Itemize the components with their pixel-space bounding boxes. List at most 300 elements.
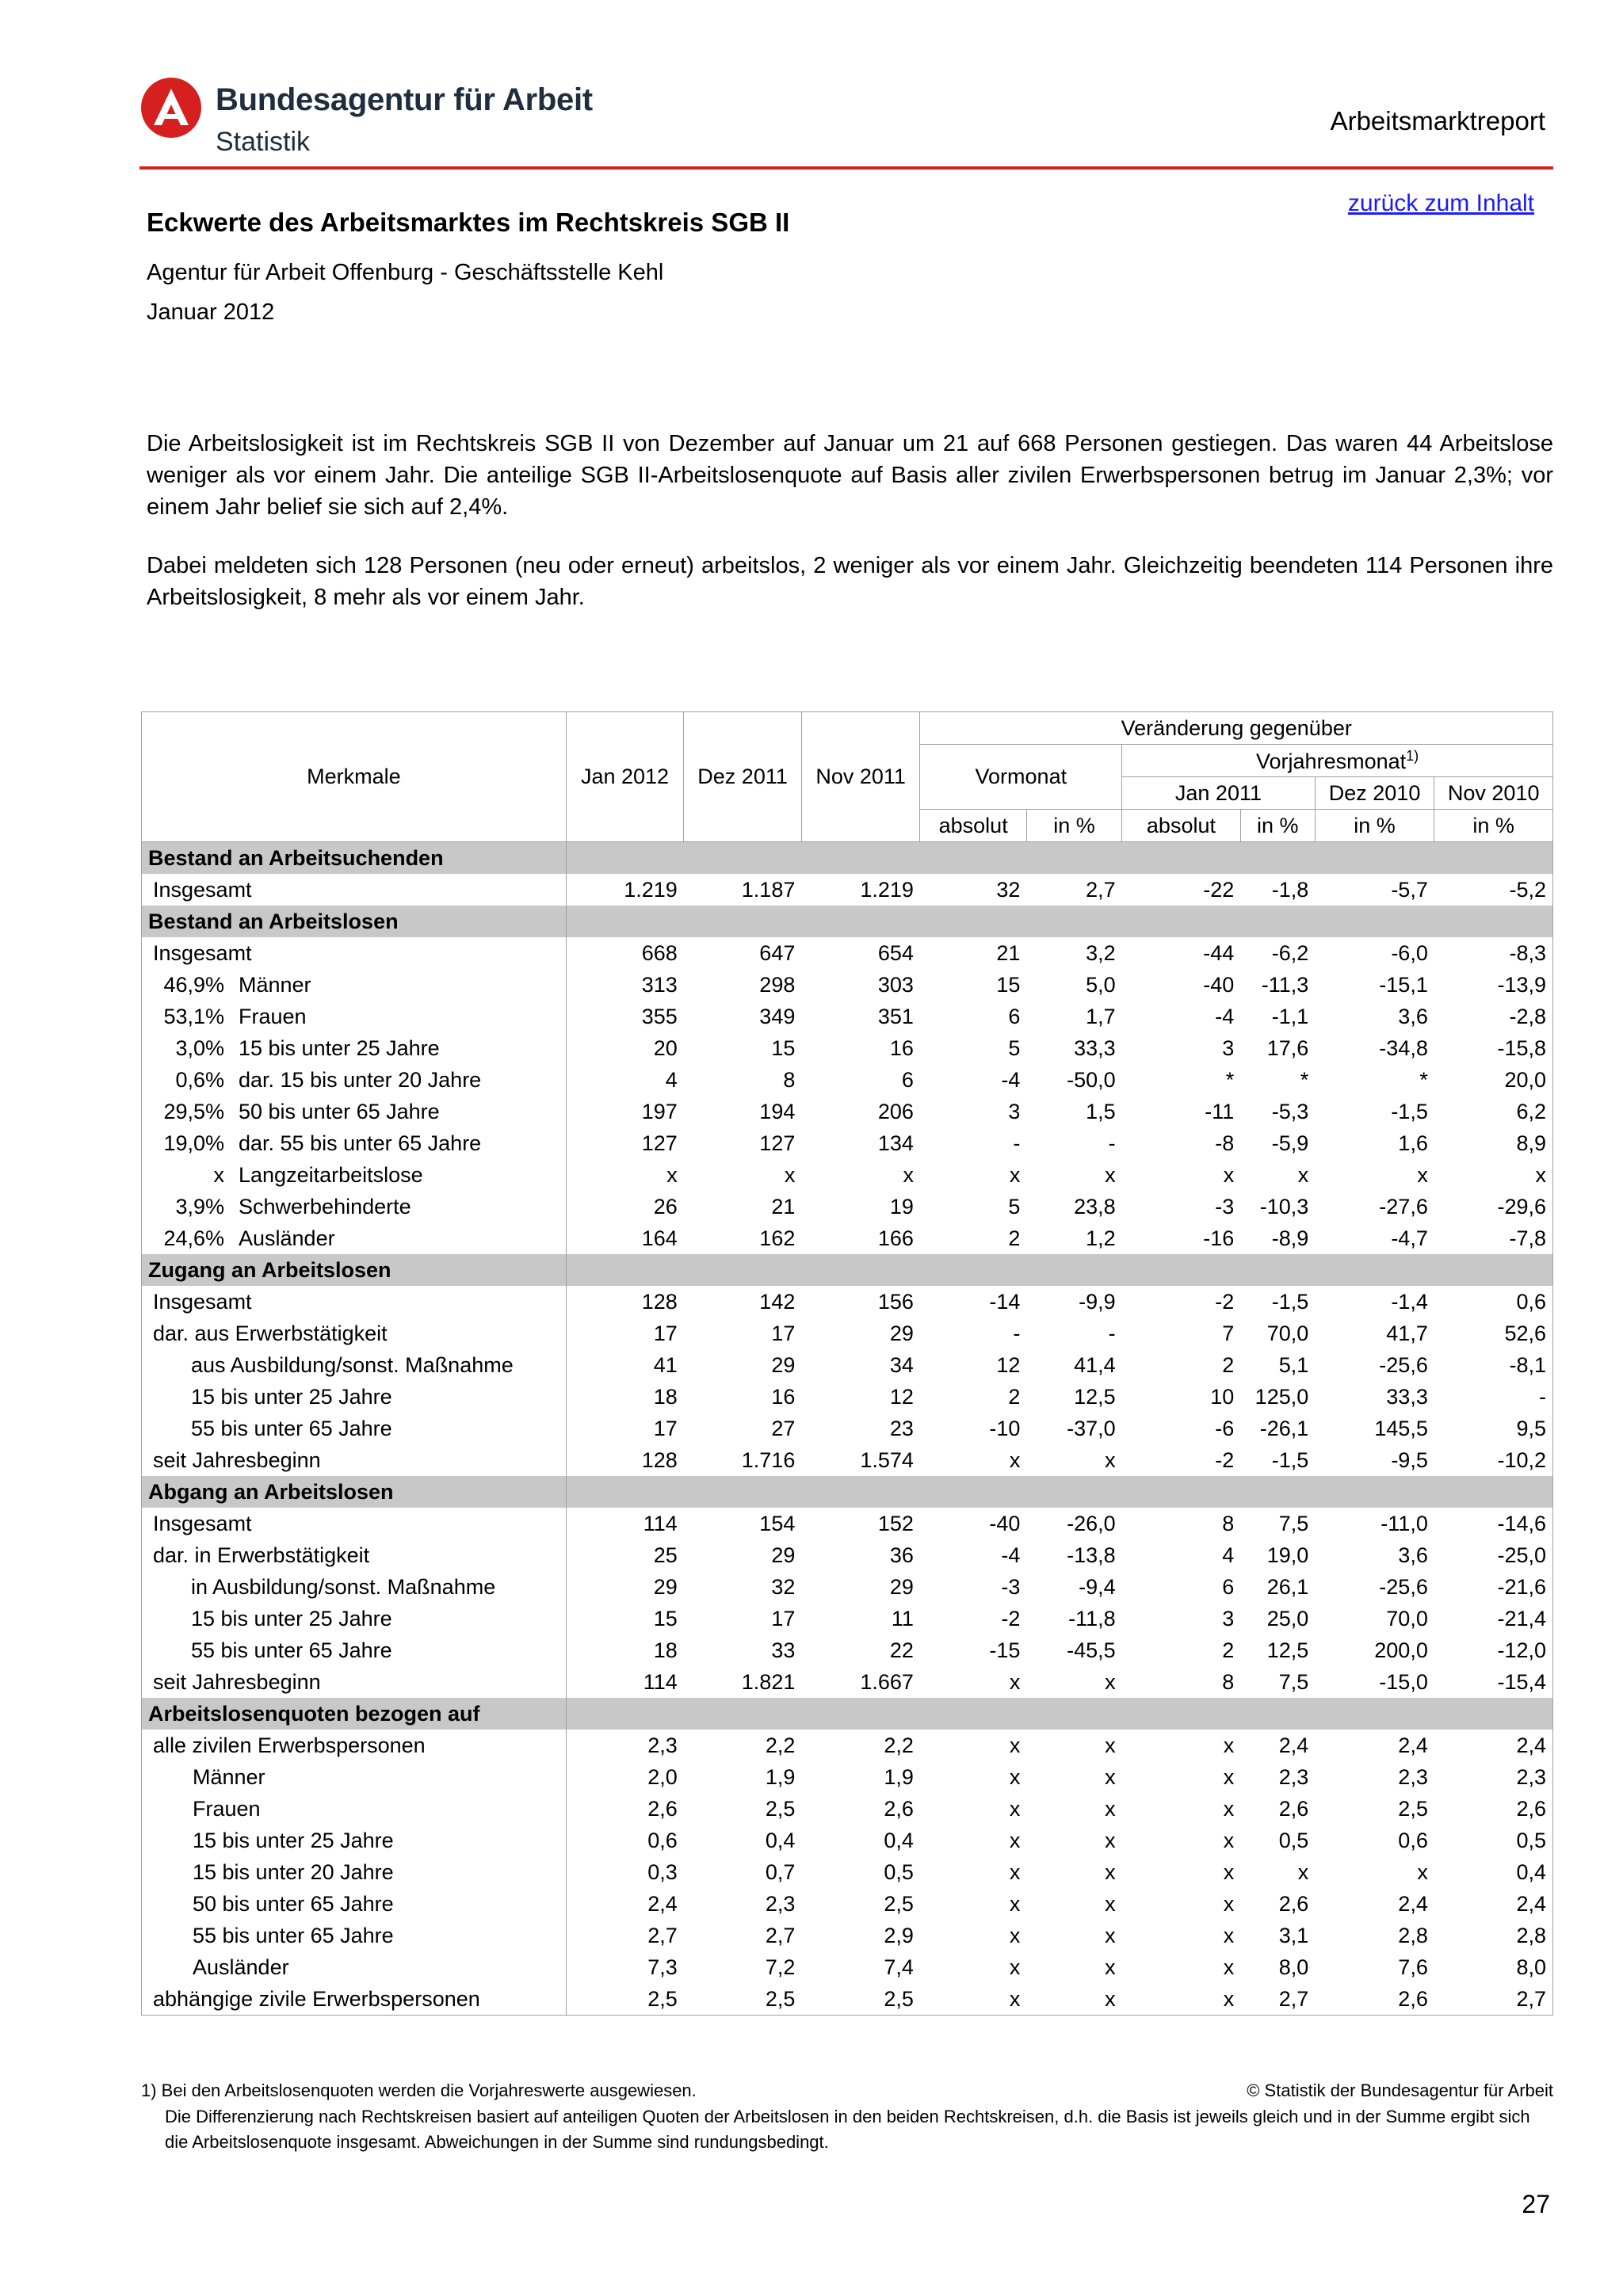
cell-value: 3,1 <box>1278 1923 1309 1947</box>
cell-value: 2,4 <box>1516 1733 1546 1757</box>
cell-value: 1,2 <box>1086 1226 1116 1250</box>
cell-value: 162 <box>759 1226 796 1250</box>
cell-value: 0,5 <box>1278 1828 1309 1852</box>
cell-value: 8 <box>1222 1669 1235 1694</box>
cell-value: 128 <box>641 1289 678 1314</box>
cell-value: 18 <box>653 1638 678 1662</box>
cell-value: 16 <box>771 1384 796 1409</box>
cell-value: 0,6 <box>1516 1289 1546 1314</box>
cell-value: 1.667 <box>860 1669 914 1694</box>
cell-value: 200,0 <box>1374 1638 1428 1662</box>
row-label: dar. aus Erwerbstätigkeit <box>142 1318 567 1349</box>
table-row <box>142 1793 1553 1825</box>
cell-value: 127 <box>641 1131 678 1155</box>
row-label-text: Frauen <box>239 1004 307 1028</box>
cell-value: x <box>1535 1162 1546 1187</box>
cell-value: x <box>784 1162 796 1187</box>
table-row <box>142 1318 1553 1349</box>
cell-value: 25 <box>653 1543 678 1567</box>
cell-value: 19,0 <box>1266 1543 1309 1567</box>
cell-value: x <box>1223 1859 1235 1884</box>
cell-value: x <box>1009 1764 1021 1789</box>
cell-value: x <box>1105 1733 1116 1757</box>
cell-value: 29 <box>889 1574 914 1599</box>
table-row <box>142 1951 1553 1983</box>
cell-value: x <box>1417 1162 1428 1187</box>
cell-value: 32 <box>771 1574 796 1599</box>
back-to-contents-link[interactable]: zurück zum Inhalt <box>1347 190 1534 216</box>
org-sub: Statistik <box>216 127 311 157</box>
header-in-pct: in % <box>1240 810 1315 842</box>
cell-value: - <box>1539 1384 1546 1409</box>
header-veraenderung: Veränderung gegenüber <box>920 712 1553 745</box>
footnote-marker: 1) <box>1406 747 1419 764</box>
cell-value: 7,4 <box>884 1955 914 1979</box>
header-nov2010: Nov 2010 <box>1434 777 1553 810</box>
row-label-text: dar. 15 bis unter 20 Jahre <box>239 1067 482 1092</box>
cell-value: -15,8 <box>1497 1035 1546 1060</box>
header-jan2012: Jan 2012 <box>566 712 684 842</box>
cell-value: 114 <box>643 1669 678 1694</box>
cell-value: 1,6 <box>1398 1131 1428 1155</box>
table-body <box>142 842 1553 2016</box>
cell-value: 4 <box>1222 1543 1235 1567</box>
cell-value: -7,8 <box>1509 1226 1546 1250</box>
cell-value: x <box>1009 1669 1021 1694</box>
cell-value: x <box>1105 1796 1116 1821</box>
cell-value: 8,0 <box>1516 1955 1546 1979</box>
cell-value: 8 <box>1222 1511 1235 1535</box>
row-label: 55 bis unter 65 Jahre <box>142 1634 567 1666</box>
cell-value: 154 <box>759 1511 796 1535</box>
row-label-text: Ausländer <box>239 1226 335 1250</box>
cell-value: -9,9 <box>1079 1289 1116 1314</box>
section-row <box>142 906 1553 937</box>
row-label <box>142 1001 567 1032</box>
cell-value: -50,0 <box>1067 1067 1116 1092</box>
cell-value: 2,3 <box>765 1891 796 1916</box>
cell-value: 2,2 <box>765 1733 796 1757</box>
row-label: Insgesamt <box>142 1508 567 1539</box>
cell-value: 10 <box>1210 1384 1235 1409</box>
cell-value: -6,0 <box>1391 940 1428 965</box>
summary-paragraph-2: Dabei meldeten sich 128 Personen (neu oder erneut) arbeitslos, 2 weniger als vor einem Jahr. Gleichzeitig beendeten 114 Personen ihre Arbeitslosigkeit, 8 mehr als vor einem Jahr. <box>147 553 1553 610</box>
cell-value: 17 <box>653 1321 678 1345</box>
cell-value: -12,0 <box>1497 1638 1546 1662</box>
row-label-text: Männer <box>239 972 311 997</box>
footnote-1: 1) Bei den Arbeitslosenquoten werden die Vorjahreswerte ausgewiesen. <box>141 2081 697 2100</box>
cell-value: -11,0 <box>1381 1511 1428 1535</box>
cell-value: x <box>1223 1891 1235 1916</box>
cell-value: -15 <box>989 1638 1021 1662</box>
cell-value: 0,6 <box>647 1828 678 1852</box>
cell-value: - <box>1013 1131 1021 1155</box>
cell-value: 22 <box>889 1638 914 1662</box>
cell-value: 19 <box>889 1194 914 1219</box>
cell-value: 70,0 <box>1386 1606 1428 1630</box>
cell-value: -8,1 <box>1509 1352 1546 1377</box>
cell-value: 21 <box>771 1194 796 1219</box>
table-row <box>142 1761 1553 1793</box>
cell-value: 3 <box>1008 1099 1021 1123</box>
cell-value: 2,3 <box>647 1733 678 1757</box>
table-row <box>142 1603 1553 1634</box>
header-rule <box>139 166 1553 170</box>
cell-value: -1,5 <box>1271 1289 1309 1314</box>
footnote-2: Die Differenzierung nach Rechtskreisen basiert auf anteiligen Quoten der Arbeitslosen in den beiden Rechtskreisen, d.h. die Basis ist jeweils gleich und in der Summe ergibt sich die Arbeitslosenquote insgesamt. Abweichungen in der Summe sind rundungsbedingt. <box>165 2107 1530 2152</box>
cell-value: 2 <box>1222 1638 1235 1662</box>
share-percent: 24,6% <box>163 1226 224 1250</box>
cell-value: -26,0 <box>1067 1511 1116 1535</box>
cell-value: x <box>1297 1859 1309 1884</box>
cell-value: 1.187 <box>741 877 796 902</box>
row-label <box>142 1222 567 1254</box>
cell-value: -16 <box>1203 1226 1235 1250</box>
cell-value: -6 <box>1215 1416 1235 1440</box>
cell-value: 29 <box>771 1352 796 1377</box>
cell-value: x <box>1297 1162 1309 1187</box>
cell-value: x <box>1105 1162 1116 1187</box>
cell-value: 1.716 <box>741 1447 796 1472</box>
cell-value: 3,6 <box>1398 1004 1428 1028</box>
row-label: 15 bis unter 20 Jahre <box>142 1856 567 1888</box>
cell-value: 15 <box>653 1606 678 1630</box>
row-label: Insgesamt <box>142 874 567 906</box>
cell-value: - <box>1013 1321 1021 1345</box>
cell-value: -11,3 <box>1261 972 1309 997</box>
cell-value: 16 <box>889 1035 914 1060</box>
table-row <box>142 1413 1553 1444</box>
table-row <box>142 1920 1553 1951</box>
header-vorjahresmonat <box>1122 745 1553 777</box>
cell-value: 26,1 <box>1266 1574 1309 1599</box>
cell-value: 8,0 <box>1278 1955 1309 1979</box>
cell-value: -2 <box>1001 1606 1021 1630</box>
cell-value: 5 <box>1008 1035 1021 1060</box>
table-row <box>142 1825 1553 1856</box>
cell-value: 355 <box>641 1004 678 1028</box>
cell-value: 3 <box>1222 1035 1235 1060</box>
cell-value: -3 <box>1215 1194 1235 1219</box>
cell-value: 6 <box>901 1067 914 1092</box>
cell-value: 23,8 <box>1074 1194 1116 1219</box>
cell-value: x <box>1105 1764 1116 1789</box>
section-fill <box>566 1254 1552 1286</box>
section-label: Zugang an Arbeitslosen <box>142 1254 567 1286</box>
row-label: alle zivilen Erwerbspersonen <box>142 1730 567 1761</box>
section-label: Bestand an Arbeitsuchenden <box>142 842 567 875</box>
cell-value: * <box>1225 1067 1235 1092</box>
row-label-text: 15 bis unter 25 Jahre <box>239 1035 440 1060</box>
cell-value: 7,2 <box>765 1955 796 1979</box>
cell-value: 654 <box>877 940 914 965</box>
cell-value: x <box>1122 1983 1241 2016</box>
row-label: seit Jahresbeginn <box>142 1444 567 1476</box>
cell-value: 0,4 <box>884 1828 914 1852</box>
cell-value: 36 <box>889 1543 914 1567</box>
cell-value: -11 <box>1205 1099 1235 1123</box>
row-label: 55 bis unter 65 Jahre <box>142 1413 567 1444</box>
cell-value: x <box>1009 1859 1021 1884</box>
share-percent: 19,0% <box>163 1131 224 1155</box>
row-label <box>142 1159 567 1191</box>
cell-value: 2 <box>1008 1384 1021 1409</box>
row-label-text: Langzeitarbeitslose <box>239 1162 423 1187</box>
cell-value: 26 <box>653 1194 678 1219</box>
table-row <box>142 1444 1553 1476</box>
cell-value: -2 <box>1215 1289 1235 1314</box>
cell-value: 25,0 <box>1266 1606 1309 1630</box>
header-in-pct: in % <box>1434 810 1553 842</box>
cell-value: 29 <box>771 1543 796 1567</box>
cell-value: -44 <box>1203 940 1235 965</box>
cell-value: 2,5 <box>801 1983 920 2016</box>
cell-value: x <box>1223 1162 1235 1187</box>
row-label: in Ausbildung/sonst. Maßnahme <box>142 1571 567 1603</box>
cell-value: 2,5 <box>566 1983 684 2016</box>
report-month: Januar 2012 <box>147 299 275 325</box>
table-row <box>142 1096 1553 1127</box>
cell-value: -37,0 <box>1067 1416 1116 1440</box>
cell-value: 0,5 <box>1516 1828 1546 1852</box>
cell-value: -10 <box>989 1416 1021 1440</box>
cell-value: x <box>1105 1891 1116 1916</box>
header-absolut: absolut <box>1122 810 1241 842</box>
cell-value: 2,4 <box>1398 1891 1428 1916</box>
cell-value: 166 <box>877 1226 914 1250</box>
cell-value: 0,5 <box>884 1859 914 1884</box>
cell-value: 52,6 <box>1504 1321 1546 1345</box>
header-jan2011: Jan 2011 <box>1122 777 1316 810</box>
row-label-text: 50 bis unter 65 Jahre <box>239 1099 440 1123</box>
summary-paragraph-1: Die Arbeitslosigkeit ist im Rechtskreis SGB II von Dezember auf Januar um 21 auf 668 Personen gestiegen. Das waren 44 Arbeitslose weniger als vor einem Jahr. Die anteilige SGB II-Arbeitslosenquote auf Basis aller zivilen Erwerbspersonen betrug im Januar 2,3%; vor einem Jahr belief sie sich auf 2,4%. <box>147 431 1553 520</box>
cell-value: -45,5 <box>1067 1638 1116 1662</box>
cell-value: -15,0 <box>1379 1669 1428 1694</box>
cell-value: -29,6 <box>1497 1194 1546 1219</box>
header-in-pct: in % <box>1315 810 1434 842</box>
cell-value: 15 <box>771 1035 796 1060</box>
table-row <box>142 1666 1553 1698</box>
cell-value: 1,9 <box>765 1764 796 1789</box>
cell-value: 668 <box>641 940 678 965</box>
section-fill <box>566 906 1552 937</box>
cell-value: 2,6 <box>1278 1891 1309 1916</box>
cell-value: 2,5 <box>884 1891 914 1916</box>
cell-value: -8,9 <box>1271 1226 1309 1250</box>
cell-value: 0,7 <box>765 1859 796 1884</box>
cell-value: 0,6 <box>1398 1828 1428 1852</box>
cell-value: 34 <box>889 1352 914 1377</box>
cell-value: -10,2 <box>1497 1447 1546 1472</box>
cell-value: x <box>1105 1859 1116 1884</box>
cell-value: 303 <box>877 972 914 997</box>
header-dez2011: Dez 2011 <box>684 712 802 842</box>
share-percent: 46,9% <box>163 972 224 997</box>
cell-value: 9,5 <box>1516 1416 1546 1440</box>
cell-value: 17 <box>771 1321 796 1345</box>
cell-value: x <box>1105 1828 1116 1852</box>
cell-value: 1,9 <box>884 1764 914 1789</box>
cell-value: 17 <box>653 1416 678 1440</box>
share-percent: 0,6% <box>175 1067 224 1092</box>
cell-value: 33,3 <box>1386 1384 1428 1409</box>
header-nov2011: Nov 2011 <box>801 712 920 842</box>
section-fill <box>566 1698 1552 1730</box>
labour-market-table <box>141 711 1553 2016</box>
cell-value: 41 <box>653 1352 678 1377</box>
share-percent: x <box>213 1162 224 1187</box>
cell-value: x <box>1009 1733 1021 1757</box>
section-row <box>142 1476 1553 1508</box>
table-row <box>142 1222 1553 1254</box>
table-row <box>142 1349 1553 1381</box>
cell-value: 33,3 <box>1074 1035 1116 1060</box>
cell-value: -13,8 <box>1067 1543 1116 1567</box>
cell-value: 2,7 <box>1086 877 1116 902</box>
row-label: 15 bis unter 25 Jahre <box>142 1603 567 1634</box>
row-label-text: Schwerbehinderte <box>239 1194 411 1219</box>
cell-value: 17 <box>771 1606 796 1630</box>
section-label: Abgang an Arbeitslosen <box>142 1476 567 1508</box>
cell-value: -5,3 <box>1271 1099 1309 1123</box>
share-percent: 29,5% <box>163 1099 224 1123</box>
row-label: Männer <box>142 1761 567 1793</box>
cell-value: x <box>1009 1796 1021 1821</box>
row-label <box>142 1191 567 1222</box>
cell-value: x <box>1105 1669 1116 1694</box>
cell-value: 2,3 <box>1278 1764 1309 1789</box>
ba-logo-icon <box>139 76 203 139</box>
cell-value: 32 <box>996 877 1021 902</box>
cell-value: 0,3 <box>647 1859 678 1884</box>
cell-value: 351 <box>877 1004 914 1028</box>
header-in-pct: in % <box>1026 810 1121 842</box>
page-number: 27 <box>1522 2190 1550 2218</box>
row-label: abhängige zivile Erwerbspersonen <box>142 1983 567 2016</box>
cell-value: 647 <box>759 940 796 965</box>
cell-value: -40 <box>989 1511 1021 1535</box>
cell-value: x <box>1223 1923 1235 1947</box>
cell-value: x <box>1009 1828 1021 1852</box>
row-label: Frauen <box>142 1793 567 1825</box>
row-label: 15 bis unter 25 Jahre <box>142 1825 567 1856</box>
cell-value: 298 <box>759 972 796 997</box>
cell-value: 15 <box>996 972 1021 997</box>
cell-value: -25,6 <box>1379 1352 1428 1377</box>
cell-value: -15,1 <box>1379 972 1428 997</box>
cell-value: -5,2 <box>1509 877 1546 902</box>
cell-value: 349 <box>759 1004 796 1028</box>
share-percent: 3,0% <box>175 1035 224 1060</box>
table-row <box>142 937 1553 969</box>
cell-value: 127 <box>759 1131 796 1155</box>
cell-value: -10,3 <box>1259 1194 1309 1219</box>
cell-value: 313 <box>641 972 678 997</box>
cell-value: -25,0 <box>1497 1543 1546 1567</box>
report-label: Arbeitsmarktreport <box>1330 106 1545 135</box>
cell-value: x <box>1026 1983 1121 2016</box>
row-label <box>142 969 567 1001</box>
cell-value: -1,4 <box>1391 1289 1428 1314</box>
cell-value: x <box>920 1983 1026 2016</box>
cell-value: 2,5 <box>765 1796 796 1821</box>
cell-value: 2,8 <box>1398 1923 1428 1947</box>
table-row <box>142 874 1553 906</box>
cell-value: 2,4 <box>1398 1733 1428 1757</box>
cell-value: 3,2 <box>1086 940 1116 965</box>
header-dez2010: Dez 2010 <box>1315 777 1434 810</box>
cell-value: -14 <box>989 1289 1021 1314</box>
copyright: © Statistik der Bundesagentur für Arbeit <box>1247 2081 1553 2100</box>
table-row <box>142 1001 1553 1032</box>
page-title: Eckwerte des Arbeitsmarktes im Rechtskreis SGB II <box>147 208 790 237</box>
cell-value: x <box>666 1162 678 1187</box>
cell-value: 2,2 <box>884 1733 914 1757</box>
cell-value: 18 <box>653 1384 678 1409</box>
cell-value: 7,5 <box>1278 1669 1309 1694</box>
cell-value: 1.574 <box>860 1447 914 1472</box>
cell-value: 7 <box>1222 1321 1235 1345</box>
cell-value: x <box>1223 1828 1235 1852</box>
cell-value: 2,3 <box>1398 1764 1428 1789</box>
cell-value: -6,2 <box>1271 940 1309 965</box>
header-merkmale: Merkmale <box>142 712 567 842</box>
table-row <box>142 1381 1553 1413</box>
row-label <box>142 1064 567 1096</box>
cell-value: -4 <box>1215 1004 1235 1028</box>
table-row <box>142 969 1553 1001</box>
cell-value: 23 <box>889 1416 914 1440</box>
cell-value: 3,6 <box>1398 1543 1428 1567</box>
cell-value: 2,4 <box>647 1891 678 1916</box>
table-row <box>142 1888 1553 1920</box>
cell-value: 29 <box>889 1321 914 1345</box>
cell-value: 2,6 <box>1516 1796 1546 1821</box>
cell-value: 1.821 <box>741 1669 796 1694</box>
cell-value: 2,0 <box>647 1764 678 1789</box>
cell-value: -40 <box>1203 972 1235 997</box>
cell-value: x <box>1105 1923 1116 1947</box>
cell-value: x <box>1009 1447 1021 1472</box>
cell-value: -4 <box>1001 1067 1021 1092</box>
cell-value: 3 <box>1222 1606 1235 1630</box>
table-row <box>142 1730 1553 1761</box>
section-label: Bestand an Arbeitslosen <box>142 906 567 937</box>
cell-value: -11,8 <box>1068 1606 1116 1630</box>
cell-value: 27 <box>771 1416 796 1440</box>
row-label: Ausländer <box>142 1951 567 1983</box>
cell-value: 7,6 <box>1398 1955 1428 1979</box>
row-label <box>142 1096 567 1127</box>
cell-value: -9,5 <box>1391 1447 1428 1472</box>
cell-value: x <box>1223 1796 1235 1821</box>
cell-value: x <box>1009 1923 1021 1947</box>
cell-value: 2,6 <box>1315 1983 1434 2016</box>
cell-value: 1,7 <box>1086 1004 1116 1028</box>
cell-value: -5,9 <box>1271 1131 1309 1155</box>
cell-value: 5,0 <box>1086 972 1116 997</box>
cell-value: 2,9 <box>884 1923 914 1947</box>
cell-value: 2,6 <box>1278 1796 1309 1821</box>
cell-value: 114 <box>643 1511 678 1535</box>
table-row <box>142 1539 1553 1571</box>
row-label: dar. in Erwerbstätigkeit <box>142 1539 567 1571</box>
cell-value: -14,6 <box>1497 1511 1546 1535</box>
cell-value: 194 <box>759 1099 796 1123</box>
cell-value: -27,6 <box>1379 1194 1428 1219</box>
cell-value: -9,4 <box>1079 1574 1116 1599</box>
cell-value: x <box>1223 1764 1235 1789</box>
